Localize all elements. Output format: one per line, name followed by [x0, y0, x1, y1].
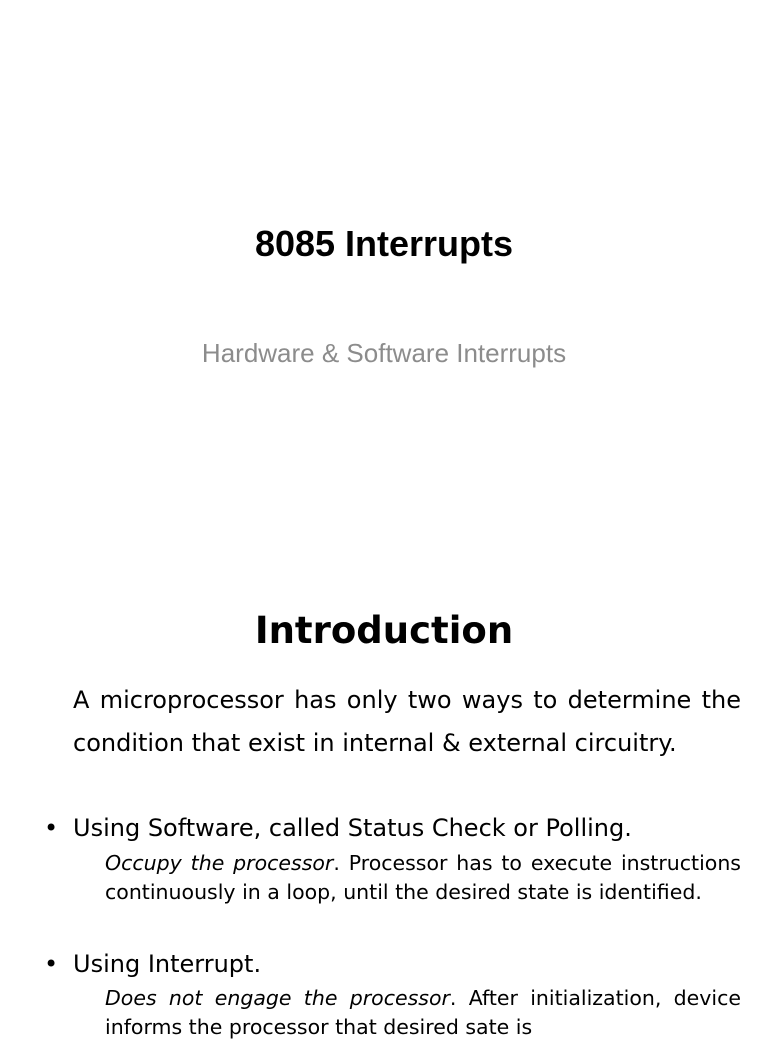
description-emphasis: Does not engage the processor [105, 986, 450, 1010]
bullet-text: Using Interrupt. [73, 950, 262, 978]
bullet-item-interrupt [44, 948, 741, 980]
intro-paragraph: A microprocessor has only two ways to determine the condition that exist in internal & external circuitry. [73, 686, 741, 757]
slide-subtitle: Hardware & Software Interrupts [201, 338, 567, 368]
description-emphasis: Occupy the processor [105, 851, 334, 875]
bullet-marker: • [44, 950, 59, 978]
description-text: . Processor has to execute instructions continuously in a loop, until the desired state is identified. [105, 851, 741, 904]
slide-title: 8085 Interrupts [254, 223, 514, 264]
bullet-item-polling [44, 812, 741, 844]
bullet-text: Using Software, called Status Check or Polling. [73, 814, 632, 842]
bullet-description-polling [105, 849, 741, 906]
slide-heading: Introduction [254, 609, 514, 652]
bullet-marker: • [44, 814, 59, 842]
description-text: . After initialization, device informs the processor that desired sate is [105, 986, 741, 1039]
bullet-description-interrupt [105, 984, 741, 1041]
introduction-slide [0, 576, 768, 1039]
